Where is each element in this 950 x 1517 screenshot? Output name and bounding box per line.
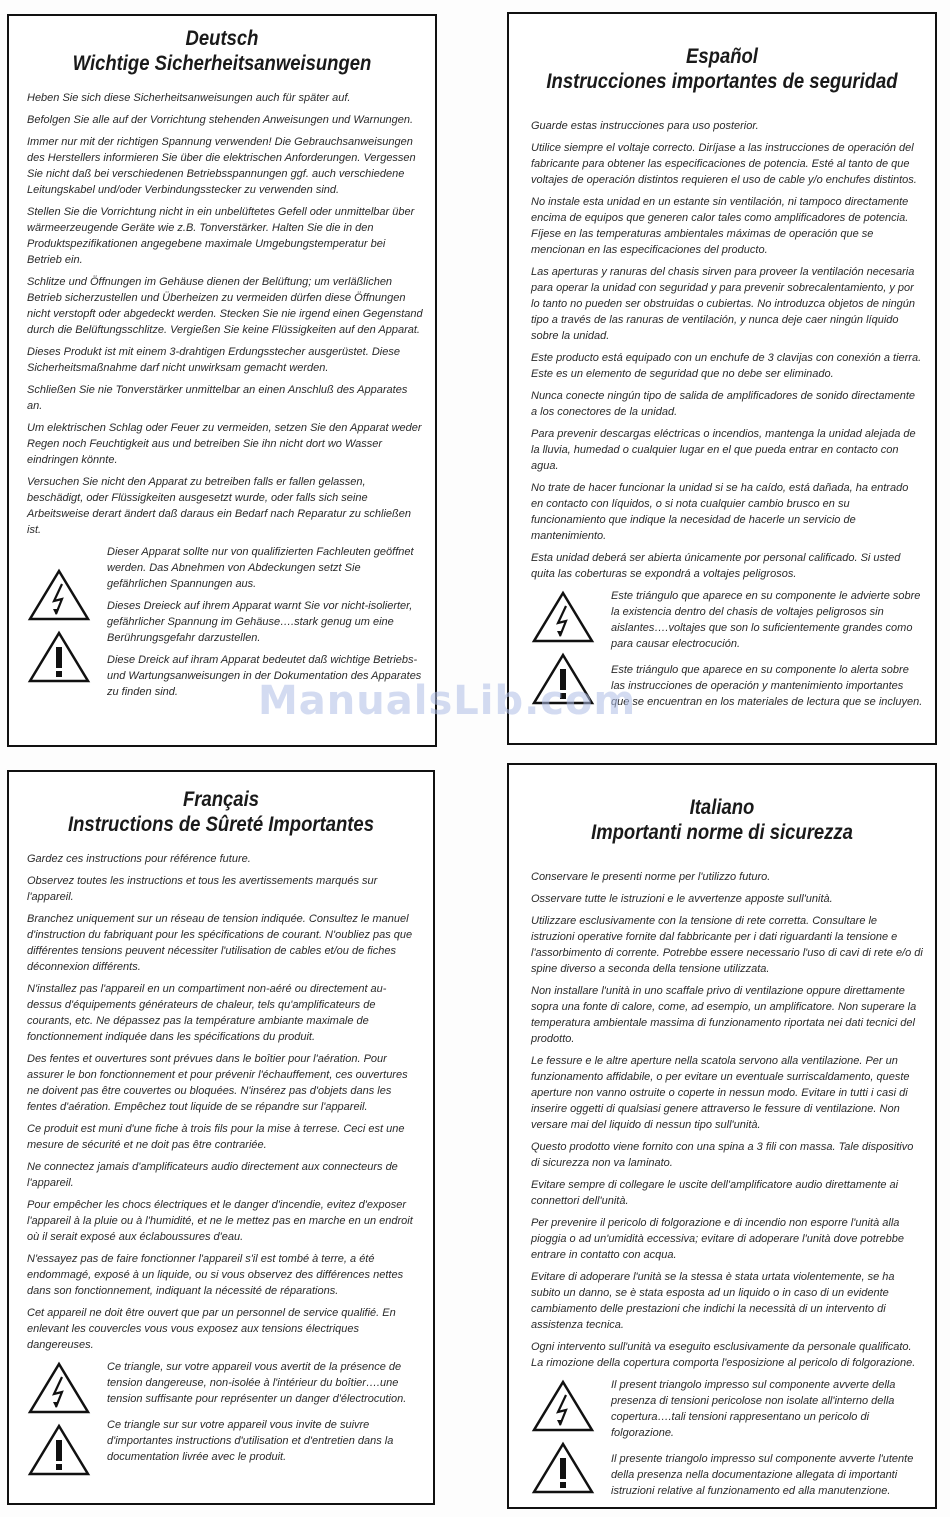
italiano-panel [507,763,937,1509]
paragraph: Versuchen Sie nicht den Apparat zu betreiben falls er fallen gelassen, beschädigt, oder Flüssigkeiten ausgesetzt wurde, oder falls sich seine Arbeitsweise derart ändert daß daraus ein Bedarf nach Reparatur zu schließen ist. [27,476,411,536]
paragraph: Pour empêcher les chocs électriques et le danger d'incendie, evitez d'exposer l'appareil à la pluie ou à l'humidité, et ne le mettez pas en marche en un endroit où il serait exposé aux éclaboussures d'eau. [27,1199,413,1243]
warning-text: Este triángulo que aparece en su componente lo alerta sobre las instrucciones de operación y mantenimiento importantes que se encuentran en los materiales de lectura que se incluyen. [611,664,923,708]
paragraph: No instale esta unidad en un estante sin ventilación, ni tampoco directamente encima de equipos que generen calor tales como amplificadores de potencia. Fíjese en las temperaturas ambientales máximas de operación que se mencionan en las especificaciones del producto. [531,196,909,256]
francais-body [9,851,433,1485]
paragraph: Um elektrischen Schlag oder Feuer zu vermeiden, setzen Sie den Apparat weder Regen noch Feuchtigkeit aus und betreiben Sie ihn nicht dort wo Wasser eindringen könnte. [27,422,422,466]
italiano-warnings [531,1377,923,1505]
deutsch-language: Deutsch [185,27,259,50]
deutsch-title: Wichtige Sicherheitsanweisungen [72,52,372,75]
exclamation-warning-icon [27,1423,91,1477]
deutsch-heading [35,26,410,76]
paragraph: Esta unidad deberá ser abierta únicamente por personal calificado. Si usted quita las coberturas se expondrá a voltajes peligrosos. [531,552,901,580]
paragraph: N'essayez pas de faire fonctionner l'appareil s'il est tombé à terre, a été endommagé, exposé à un liquide, ou si vous observez des différences nettes dans son fonctionnement, indiquant la nécessité de réparations. [27,1253,404,1297]
italiano-language: Italiano [689,796,755,819]
paragraph: Des fentes et ouvertures sont prévues dans le boîtier pour l'aération. Pour assurer le bon fonctionnement et pour prévenir l'échauffement, ces ouvertures ne doivent pas être couvertes ou bloquées. N'insérez pas d'objets dans les fentes d'aération. Empêchez tout liquide de se répandre sur l'appareil. [27,1053,408,1113]
warning-icons [27,544,99,692]
warning-text: Il presente triangolo impresso sul componente avverte l'utente della presenza nella documentazione allegata di importanti istruzioni relative al funzionamento ed alla manutenzione. [611,1453,914,1497]
warning-icons [27,1359,99,1485]
italiano-body [509,869,935,1505]
paragraph: Utilice siempre el voltaje correcto. Diríjase a las instrucciones de operación del fabricante para obtener las especificaciones de potencia. Esté al tanto de que voltajes de operación distintos requieren el uso de cable y/o enchufes distintos. [531,142,917,186]
lightning-warning-icon [531,1379,595,1433]
italiano-heading [535,795,910,845]
paragraph: Conservare le presenti norme per l'utilizzo futuro. [531,871,771,883]
warning-text: Il present triangolo impresso sul componente avverte della presenza di tensioni pericolose non isolate all'interno della copertura….tali tensioni rappresentano un pericolo di folgorazione. [611,1379,896,1439]
espanol-language: Español [686,45,758,68]
espanol-title: Instrucciones importantes de seguridad [546,70,898,93]
paragraph: Le fessure e le altre aperture nella scatola servono alla ventilazione. Per un funzionamento affidabile, o per evitare un eventuale surriscaldamento, queste aperture non vanno ostruite o coperte in nessun modo. Evitare in tutti i casi di inserire oggetti di qualsiasi genere attraverso le fessure di ventilazione. Non versare mai del liquido di nessun tipo sull'unità. [531,1055,910,1131]
paragraph: Observez toutes les instructions et tous les avertissements marqués sur l'appareil. [27,875,378,903]
warning-text: Este triángulo que aparece en su componente le advierte sobre la existencia dentro del chasis de voltajes peligrosos sin aislantes….voltajes que son lo suficientemente grandes como para causar electrocución. [611,590,921,650]
lightning-warning-icon [27,568,91,622]
deutsch-body [9,90,435,706]
paragraph: Ne connectez jamais d'amplificateurs audio directement aux connecteurs de l'appareil. [27,1161,398,1189]
warning-texts [603,588,923,716]
warning-texts [99,1359,421,1471]
paragraph: Nunca conecte ningún tipo de salida de amplificadores de sonido directamente a los conectores de la unidad. [531,390,916,418]
watermark: ManualsLib.com [258,678,637,724]
francais-panel [7,770,435,1505]
paragraph: Ogni intervento sull'unità va eseguito esclusivamente da personale qualificato. La rimozione della copertura comporta l'esposizione al pericolo di folgorazione. [531,1341,916,1369]
exclamation-warning-icon [531,1441,595,1495]
deutsch-panel [7,14,437,747]
paragraph: Gardez ces instructions pour référence future. [27,853,251,865]
francais-heading [34,787,407,837]
paragraph: Branchez uniquement sur un réseau de tension indiquée. Consultez le manuel d'instruction du fabriquant pour les spécifications de courant. N'oubliez pas que différentes tensions peuvent nécessiter l'utilisation de cables et/ou de fiches déconnexion différents. [27,913,413,973]
warning-texts [603,1377,923,1505]
francais-language: Français [182,788,260,811]
paragraph: Heben Sie sich diese Sicherheitsanweisungen auch für später auf. [27,92,351,104]
paragraph: Schlitze und Öffnungen im Gehäuse dienen der Belüftung; um verläßlichen Betrieb sicherzustellen und Überheizen zu vermeiden dürfen diese Öffnungen nicht verstopft oder abgedeckt werden. Stecken Sie nie irgend einen Gegenstand durch die Belüftungsschlitze. Vergießen Sie keine Flüssigkeiten auf den Apparat. [27,276,423,336]
paragraph: Las aperturas y ranuras del chasis sirven para proveer la ventilación necesaria para operar la unidad con seguridad y para prevenir sobrecalentamiento, y por lo tanto no pueden ser obstruidas o cubiertas. No introduzca objetos de ningún tipo a través de las ranuras de ventilación, y nunca deje caer ningún líquido sobre la unidad. [531,266,916,342]
exclamation-warning-icon [27,630,91,684]
paragraph: Este producto está equipado con un enchufe de 3 clavijas con conexión a tierra. Este es un elemento de seguridad que no debe ser eliminado. [531,352,922,380]
paragraph: Osservare tutte le istruzioni e le avvertenze apposte sull'unità. [531,893,833,905]
espanol-body [509,118,935,716]
lightning-warning-icon [531,590,595,644]
paragraph: Befolgen Sie alle auf der Vorrichtung stehenden Anweisungen und Warnungen. [27,114,414,126]
paragraph: Dieses Produkt ist mit einem 3-drahtigen Erdungsstecher ausgerüstet. Diese Sicherheitsmaßnahme darf nicht unwirksam gemacht werden. [27,346,400,374]
paragraph: Schließen Sie nie Tonverstärker unmittelbar an einen Anschluß des Apparates an. [27,384,408,412]
francais-title: Instructions de Sûreté Importantes [67,813,374,836]
francais-warnings [27,1359,421,1485]
warning-icons [531,1377,603,1503]
espanol-heading [535,44,910,94]
paragraph: Evitare sempre di collegare le uscite dell'amplificatore audio direttamente ai connettori dell'unità. [531,1179,899,1207]
warning-text: Dieser Apparat sollte nur von qualifizierten Fachleuten geöffnet werden. Das Abnehmen von Abdeckungen setzt Sie gefährlichen Spannungen aus. [107,546,414,590]
paragraph: Immer nur mit der richtigen Spannung verwenden! Die Gebrauchsanweisungen des Herstellers informieren Sie über die elektrischen Anforderungen. Vergessen Sie nicht daß bei verschiedenen Betriebsspannungen ggf. auch verschiedene Leitungskabel und/oder Verbindungsstecker zu verwenden sind. [27,136,416,196]
paragraph: Utilizzare esclusivamente con la tensione di rete corretta. Consultare le istruzioni operative fornite dal fabbricante per i dati riguardanti la tensione e l'assorbimento di corrente. Potrebbe essere necessario l'uso di cavi di rete e/o di spine diverso a seconda della tensione utilizzata. [531,915,923,975]
paragraph: Per prevenire il pericolo di folgorazione e di incendio non esporre l'unità alla pioggia o ad un'umidità eccessiva; evitare di adoperare l'unità dove potrebbe entrare in contatto con acqua. [531,1217,904,1261]
italiano-title: Importanti norme di sicurezza [591,821,853,844]
paragraph: Questo prodotto viene fornito con una spina a 3 fili con massa. Tale dispositivo di sicurezza non va laminato. [531,1141,914,1169]
paragraph: Non installare l'unità in uno scaffale privo di ventilazione oppure direttamente sopra una fonte di calore, come, ad esempio, un amplificatore. Non superare la temperatura ambientale massima di funzionamento riportata nei dati tecnici del prodotto. [531,985,917,1045]
paragraph: Guarde estas instrucciones para uso posterior. [531,120,759,132]
paragraph: Stellen Sie die Vorrichtung nicht in ein unbelüftetes Gefell oder unmittelbar über wärmeerzeugende Geräte wie z.B. Tonverstärker. Halten Sie die in den Produktspezifikationen angegebene maximale Umgebungstemperatur bei Betrieb ein. [27,206,415,266]
lightning-warning-icon [27,1361,91,1415]
paragraph: No trate de hacer funcionar la unidad si se ha caído, está dañada, ha entrado en contacto con líquidos, o si nota cualquier cambio brusco en su funcionamiento que indique la necesidad de hacerle un servicio de mantenimiento. [531,482,909,542]
warning-text: Diese Dreick auf ihram Apparat bedeutet daß wichtige Betriebs- und Wartungsanweisungen in der Dokumentation des Apparates zu finden sind. [107,654,422,698]
paragraph: Para prevenir descargas eléctricas o incendios, mantenga la unidad alejada de la lluvia, humedad o cualquier lugar en el que pueda entrar en contacto con agua. [531,428,916,472]
espanol-panel [507,12,937,745]
warning-text: Dieses Dreieck auf ihrem Apparat warnt Sie vor nicht-isolierter, gefährlicher Spannung im Gehäuse….stark genug um eine Berührungsgefahr darzustellen. [107,600,413,644]
paragraph: Ce produit est muni d'une fiche à trois fils pour la mise à terrese. Ceci est une mesure de sécurité et ne doit pas être contrariée. [27,1123,405,1151]
warning-text: Ce triangle sur sur votre appareil vous invite de suivre d'importantes instructions d'utilisation et d'entretien dans la documentation livrée avec le produit. [107,1419,394,1463]
warning-text: Ce triangle, sur votre appareil vous avertit de la présence de tension dangereuse, non-isolée à l'intérieur du boîtier….une tension suffisante pour représenter un danger d'électrocution. [107,1361,407,1405]
paragraph: Cet appareil ne doit être ouvert que par un personnel de service qualifié. En enlevant les couvercles vous vous exposez aux tensions électriques dangereuses. [27,1307,396,1351]
paragraph: N'installez pas l'appareil en un compartiment non-aéré ou directement au-dessus d'équipements générateurs de chaleur, tels qu'amplificateurs de courants, etc. Ne dépassez pas la température ambiante maximale de fonctionnement indiquée dans les spécifications du produit. [27,983,387,1043]
paragraph: Evitare di adoperare l'unità se la stessa è stata urtata violentemente, se ha subito un danno, se è stata esposta ad un liquido o in caso di un evidente cambiamento delle prestazioni che indichi la necessità di un intervento di assistenza tecnica. [531,1271,895,1331]
